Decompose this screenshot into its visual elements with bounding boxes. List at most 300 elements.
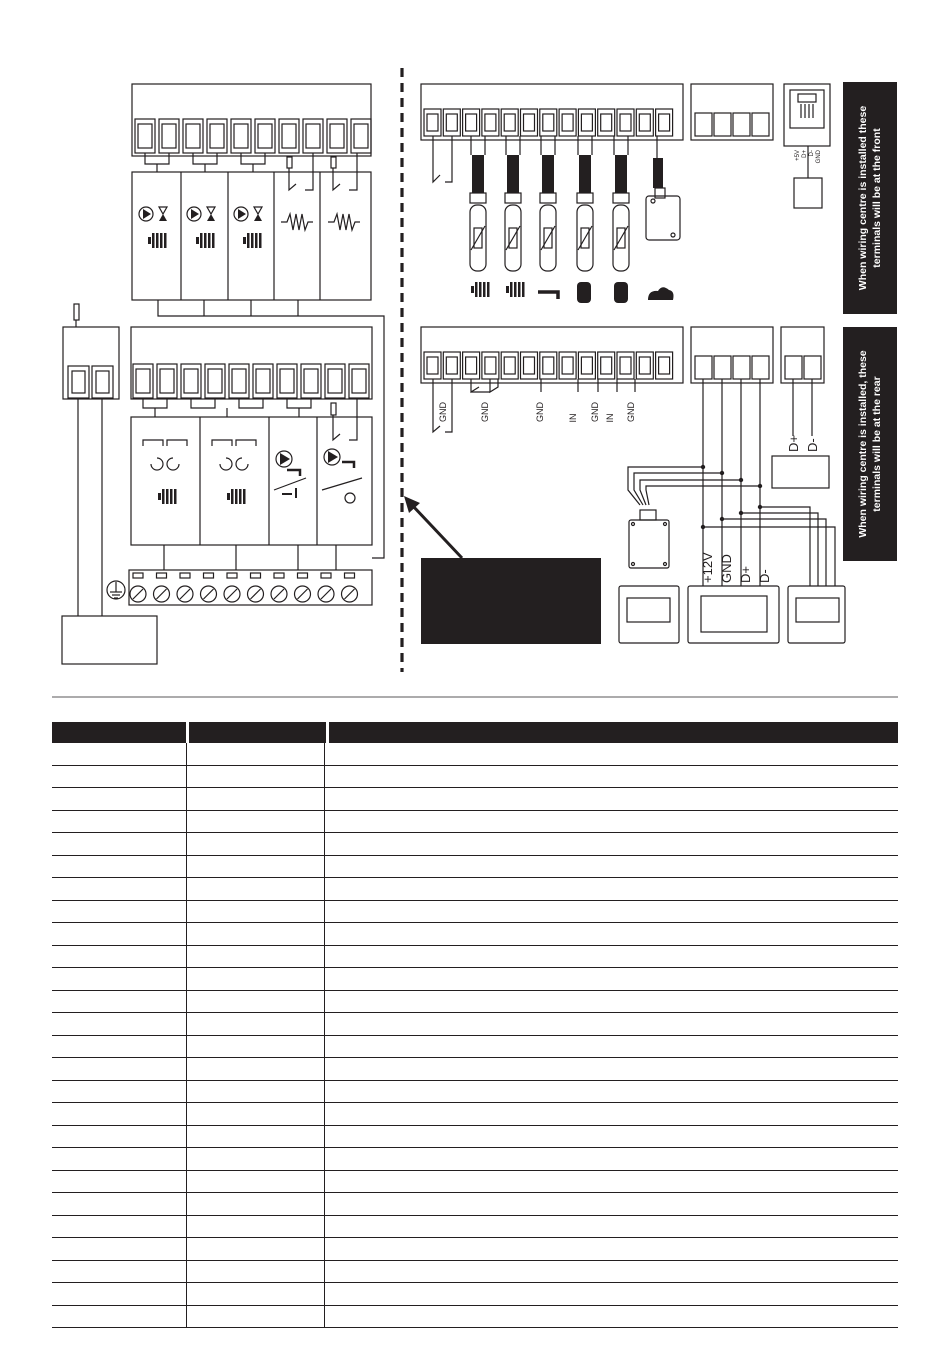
table-cell — [187, 743, 325, 765]
label-gnd-5: GND — [626, 402, 636, 422]
table-cell — [187, 923, 325, 945]
radiator-icon — [487, 282, 490, 297]
table-cell — [52, 1171, 187, 1193]
table-cell — [187, 833, 325, 855]
table-row — [52, 1013, 898, 1036]
radiator-icon — [239, 489, 242, 504]
table-cell — [52, 878, 187, 900]
radiator-icon — [164, 233, 167, 248]
tr-screw — [485, 114, 496, 131]
input-contact — [490, 379, 498, 392]
table-cell — [187, 878, 325, 900]
valve-icon — [207, 214, 215, 221]
rj-label-gnd: GND — [816, 150, 822, 164]
table-cell — [325, 878, 898, 900]
table-row — [52, 856, 898, 879]
radiator-icon — [251, 233, 254, 248]
radiator-icon — [243, 489, 246, 504]
earth-slot — [157, 573, 167, 578]
radiator-icon — [510, 282, 513, 297]
tr-screw — [581, 114, 592, 131]
table-cell — [325, 743, 898, 765]
radiator-icon — [483, 282, 486, 297]
fuse — [74, 304, 79, 320]
tl-screw — [210, 124, 224, 148]
weather-icon — [648, 287, 674, 300]
tr-screw — [524, 114, 535, 131]
table-row — [52, 901, 898, 924]
tl-screw — [138, 124, 152, 148]
tl-screw — [162, 124, 176, 148]
callout-box — [421, 558, 601, 644]
earth-screw-slot — [298, 589, 308, 599]
tl-screw — [330, 124, 344, 148]
sensor-resistor — [578, 226, 592, 250]
ml-screw — [160, 369, 174, 393]
tr-screw — [466, 114, 477, 131]
divider-slash — [274, 478, 306, 490]
earth-screw-slot — [274, 589, 284, 599]
rear-note-text: When wiring centre is installed, these terminals will be at the rear — [857, 350, 883, 538]
table-cell — [52, 811, 187, 833]
table-cell — [325, 968, 898, 990]
label-gnd-4: GND — [590, 402, 600, 422]
table-cell — [187, 968, 325, 990]
table-row — [52, 946, 898, 969]
radiator-icon — [227, 493, 230, 500]
radiator-icon — [166, 489, 169, 504]
table-row — [52, 811, 898, 834]
table-cell — [187, 788, 325, 810]
valve-tap-icon — [282, 488, 296, 498]
tl-screw — [282, 124, 296, 148]
mr-screw — [466, 357, 477, 374]
tl-link — [193, 153, 217, 164]
earth-slot — [227, 573, 237, 578]
rotate-right-icon — [236, 458, 248, 470]
table-cell — [187, 1103, 325, 1125]
valve-icon — [159, 214, 167, 221]
room-panel-middle — [688, 586, 779, 643]
table-cell — [325, 1261, 898, 1283]
label-bus-dminus: D- — [757, 569, 772, 583]
table-cell — [325, 1306, 898, 1328]
sensor-cable — [653, 158, 663, 188]
tl-screw — [186, 124, 200, 148]
table-row — [52, 1306, 898, 1329]
table-cell — [52, 1306, 187, 1328]
table-cell — [52, 1193, 187, 1215]
table-cell — [187, 1058, 325, 1080]
rs485-device-box — [772, 456, 829, 488]
table-cell — [187, 1171, 325, 1193]
tank-icon — [577, 282, 591, 303]
table-cell — [187, 1081, 325, 1103]
table-cell — [325, 766, 898, 788]
table-cell — [187, 811, 325, 833]
bus-terminal-block — [691, 327, 773, 383]
table-cell — [52, 968, 187, 990]
front-note-text: When wiring centre is installed these terminals will be at the front — [857, 105, 883, 291]
power-supply-box — [62, 616, 157, 664]
mr-screw — [601, 357, 612, 374]
table-cell — [187, 1261, 325, 1283]
radiator-icon — [174, 489, 177, 504]
sensor-gland — [505, 193, 521, 203]
ml-screw — [184, 369, 198, 393]
table-cell — [325, 1148, 898, 1170]
table-row — [52, 1216, 898, 1239]
sensor-resistor — [506, 226, 520, 250]
table-cell — [325, 1283, 898, 1305]
radiator-icon — [243, 237, 246, 244]
tl-screw — [234, 124, 248, 148]
table-cell — [325, 1013, 898, 1035]
earth-slot — [133, 573, 143, 578]
radiator-icon — [152, 233, 155, 248]
ml-screw — [256, 369, 270, 393]
radiator-icon — [204, 233, 207, 248]
pump-arrow — [191, 209, 199, 219]
ml-screw — [232, 369, 246, 393]
radiator-icon — [158, 493, 161, 500]
table-cell — [52, 856, 187, 878]
table-cell — [325, 991, 898, 1013]
table-row — [52, 1171, 898, 1194]
label-rs-dplus: D+ — [786, 435, 801, 452]
table-cell — [325, 811, 898, 833]
table-cell — [187, 1283, 325, 1305]
tap-icon — [538, 292, 558, 299]
mr-screw — [562, 357, 573, 374]
table-cell — [325, 833, 898, 855]
rear-terminals-note — [843, 327, 897, 561]
radiator-icon — [247, 233, 250, 248]
tl-screw — [354, 124, 368, 148]
mr-screw — [659, 357, 670, 374]
label-in-1: IN — [568, 413, 578, 423]
table-cell — [52, 901, 187, 923]
rotate-left-icon — [151, 458, 163, 470]
table-header-col-1 — [52, 722, 189, 743]
mixer-bracket — [143, 440, 163, 446]
relay-contact — [333, 415, 340, 440]
table-cell — [187, 766, 325, 788]
earth-slot — [274, 573, 284, 578]
earth-slot — [321, 573, 331, 578]
input-contact — [471, 379, 479, 392]
outdoor-sensor-screw — [671, 233, 675, 237]
radiator-icon — [212, 233, 215, 248]
table-cell — [187, 1013, 325, 1035]
relay-contact — [289, 168, 296, 190]
earth-screw-slot — [321, 589, 331, 599]
mr-screw — [485, 357, 496, 374]
sensor-cable — [579, 155, 591, 193]
sensor-gland — [613, 193, 629, 203]
table-cell — [52, 1103, 187, 1125]
label-rs-dminus: D- — [805, 438, 820, 452]
sensor-gland — [540, 193, 556, 203]
sensor-resistor — [614, 226, 628, 250]
table-row — [52, 833, 898, 856]
ml-screw — [328, 369, 342, 393]
label-bus-gnd: GND — [719, 554, 734, 583]
table-cell — [187, 856, 325, 878]
earth-screw-slot — [157, 589, 167, 599]
radiator-icon — [475, 282, 478, 297]
table-cell — [52, 1058, 187, 1080]
earth-screw-slot — [251, 589, 261, 599]
table-row — [52, 1261, 898, 1284]
fuse — [287, 157, 292, 168]
table-cell — [187, 1306, 325, 1328]
tl-link — [241, 153, 265, 164]
mixer-bracket — [236, 440, 256, 446]
input-pin-labels — [438, 402, 636, 423]
table-cell — [325, 1171, 898, 1193]
rj-label-5v: +5V — [795, 150, 801, 161]
table-row — [52, 1238, 898, 1261]
sensor-resistor — [471, 226, 485, 250]
table-cell — [52, 788, 187, 810]
pump-arrow — [328, 451, 338, 463]
table-cell — [52, 1148, 187, 1170]
table-row — [52, 1036, 898, 1059]
earth-slot — [251, 573, 261, 578]
label-in-2: IN — [605, 413, 615, 423]
front-terminals-note — [843, 82, 897, 314]
fuse — [331, 403, 336, 415]
table-cell — [325, 1126, 898, 1148]
table-row — [52, 1193, 898, 1216]
tr-screw — [446, 114, 457, 131]
radiator-icon — [162, 489, 165, 504]
table-row — [52, 878, 898, 901]
table-cell — [325, 1103, 898, 1125]
valve-icon — [159, 207, 167, 214]
earth-screw-slot — [227, 589, 237, 599]
sensor-gland — [577, 193, 593, 203]
mr-screw — [504, 357, 515, 374]
table-cell — [52, 1013, 187, 1035]
table-row — [52, 1058, 898, 1081]
valve-icon — [254, 207, 262, 214]
table-cell — [52, 1126, 187, 1148]
table-cell — [325, 1193, 898, 1215]
fuse — [331, 157, 336, 168]
radiator-icon — [479, 282, 482, 297]
table-row — [52, 1103, 898, 1126]
radiator-icon — [518, 282, 521, 297]
rotate-left-icon — [220, 458, 232, 470]
tl-screw — [258, 124, 272, 148]
radiator-icon — [506, 286, 509, 293]
table-header-col-2 — [189, 722, 329, 743]
aux-terminal-block — [691, 84, 773, 140]
sensor-cable — [507, 155, 519, 193]
table-cell — [325, 923, 898, 945]
rj-label-dplus: D+ — [802, 150, 808, 158]
switch-contact — [433, 136, 440, 182]
table-cell — [325, 856, 898, 878]
tr-screw — [504, 114, 515, 131]
mr-screw — [524, 357, 535, 374]
table-cell — [187, 1126, 325, 1148]
relay-contact — [349, 398, 357, 440]
earth-slot — [180, 573, 190, 578]
radiator-icon — [156, 233, 159, 248]
heater-icon — [281, 214, 313, 230]
radiator-icon — [259, 233, 262, 248]
pump-arrow — [143, 209, 151, 219]
table-cell — [325, 1216, 898, 1238]
sensor-cable — [615, 155, 627, 193]
radiator-icon — [200, 233, 203, 248]
earth-screw-slot — [204, 589, 214, 599]
table-row — [52, 1126, 898, 1149]
radiator-icon — [148, 237, 151, 244]
earth-screw-slot — [133, 589, 143, 599]
table-row — [52, 991, 898, 1014]
table-cell — [52, 1261, 187, 1283]
tap-icon — [342, 462, 354, 468]
relay-contact — [333, 168, 340, 190]
table-cell — [187, 991, 325, 1013]
tl-screw — [306, 124, 320, 148]
label-gnd-3: GND — [535, 402, 545, 422]
valve-icon — [254, 214, 262, 221]
earth-screw-slot — [345, 589, 355, 599]
ml-screw — [280, 369, 294, 393]
valve-icon — [207, 207, 215, 214]
earth-slot — [204, 573, 214, 578]
table-cell — [325, 946, 898, 968]
tr-screw — [543, 114, 554, 131]
mr-screw — [620, 357, 631, 374]
earth-slot — [298, 573, 308, 578]
table-cell — [52, 1238, 187, 1260]
table-cell — [325, 1238, 898, 1260]
table-cell — [52, 1036, 187, 1058]
table-cell — [52, 1283, 187, 1305]
pump-arrow — [280, 453, 290, 465]
table-cell — [187, 1148, 325, 1170]
rotate-right-icon — [167, 458, 179, 470]
radiator-icon — [522, 282, 525, 297]
ml-screw — [208, 369, 222, 393]
table-row — [52, 1148, 898, 1171]
radiator-icon — [255, 233, 258, 248]
table-body — [52, 743, 898, 1328]
table-cell — [52, 1081, 187, 1103]
table-cell — [187, 1036, 325, 1058]
table-cell — [187, 1238, 325, 1260]
table-cell — [52, 923, 187, 945]
mr-screw — [581, 357, 592, 374]
middle-left-output-area — [131, 417, 372, 545]
sensor-resistor — [541, 226, 555, 250]
label-12v: +12V — [700, 552, 715, 583]
radiator-icon — [208, 233, 211, 248]
radiator-icon — [170, 489, 173, 504]
table-cell — [325, 901, 898, 923]
tr-screw — [601, 114, 612, 131]
radiator-icon — [160, 233, 163, 248]
earth-screw-slot — [180, 589, 190, 599]
heater-icon — [328, 214, 360, 230]
mr-screw — [427, 357, 438, 374]
table-cell — [52, 991, 187, 1013]
radiator-icon — [471, 286, 474, 293]
table-cell — [325, 788, 898, 810]
tr-screw — [639, 114, 650, 131]
outdoor-sensor-screw — [651, 199, 655, 203]
table-row — [52, 968, 898, 991]
table-cell — [325, 1036, 898, 1058]
tap-icon — [287, 470, 300, 476]
table-row — [52, 743, 898, 766]
table-cell — [187, 1193, 325, 1215]
table-row — [52, 788, 898, 811]
table-cell — [325, 1081, 898, 1103]
table-cell — [52, 1216, 187, 1238]
table-cell — [52, 833, 187, 855]
rj-connector — [784, 84, 830, 146]
label-gnd-1: GND — [438, 402, 448, 422]
label-bus-dplus: D+ — [738, 566, 753, 583]
middle-left-terminal-block — [131, 327, 372, 399]
sensor-gland — [470, 193, 486, 203]
radiator-icon — [196, 237, 199, 244]
wireless-sensor — [629, 520, 669, 568]
table-header — [52, 722, 898, 743]
radiator-icon — [514, 282, 517, 297]
ml-screw — [136, 369, 150, 393]
snowflake-icon — [345, 493, 355, 503]
mr-screw — [639, 357, 650, 374]
rj-device-box — [794, 178, 822, 208]
table-row — [52, 766, 898, 789]
pump-arrow — [238, 209, 246, 219]
earth-slot — [345, 573, 355, 578]
mixer-bracket — [212, 440, 232, 446]
tl-link — [145, 153, 169, 164]
tank-icon — [614, 282, 628, 303]
rj-label-dminus: D- — [809, 150, 815, 157]
mixer-bracket — [167, 440, 187, 446]
mr-screw — [543, 357, 554, 374]
table-cell — [52, 946, 187, 968]
table-header-col-3 — [329, 722, 898, 743]
tr-screw — [659, 114, 670, 131]
sensor-cable — [472, 155, 484, 193]
radiator-icon — [231, 489, 234, 504]
divider-slash — [322, 478, 362, 490]
label-gnd-2: GND — [480, 402, 490, 422]
table-row — [52, 1283, 898, 1306]
table-cell — [52, 743, 187, 765]
table-cell — [187, 901, 325, 923]
table-cell — [187, 1216, 325, 1238]
terminal-table — [52, 722, 898, 1328]
ml-screw — [304, 369, 318, 393]
table-cell — [187, 946, 325, 968]
table-row — [52, 923, 898, 946]
radiator-icon — [235, 489, 238, 504]
switch-contact — [445, 136, 452, 182]
tr-screw — [562, 114, 573, 131]
